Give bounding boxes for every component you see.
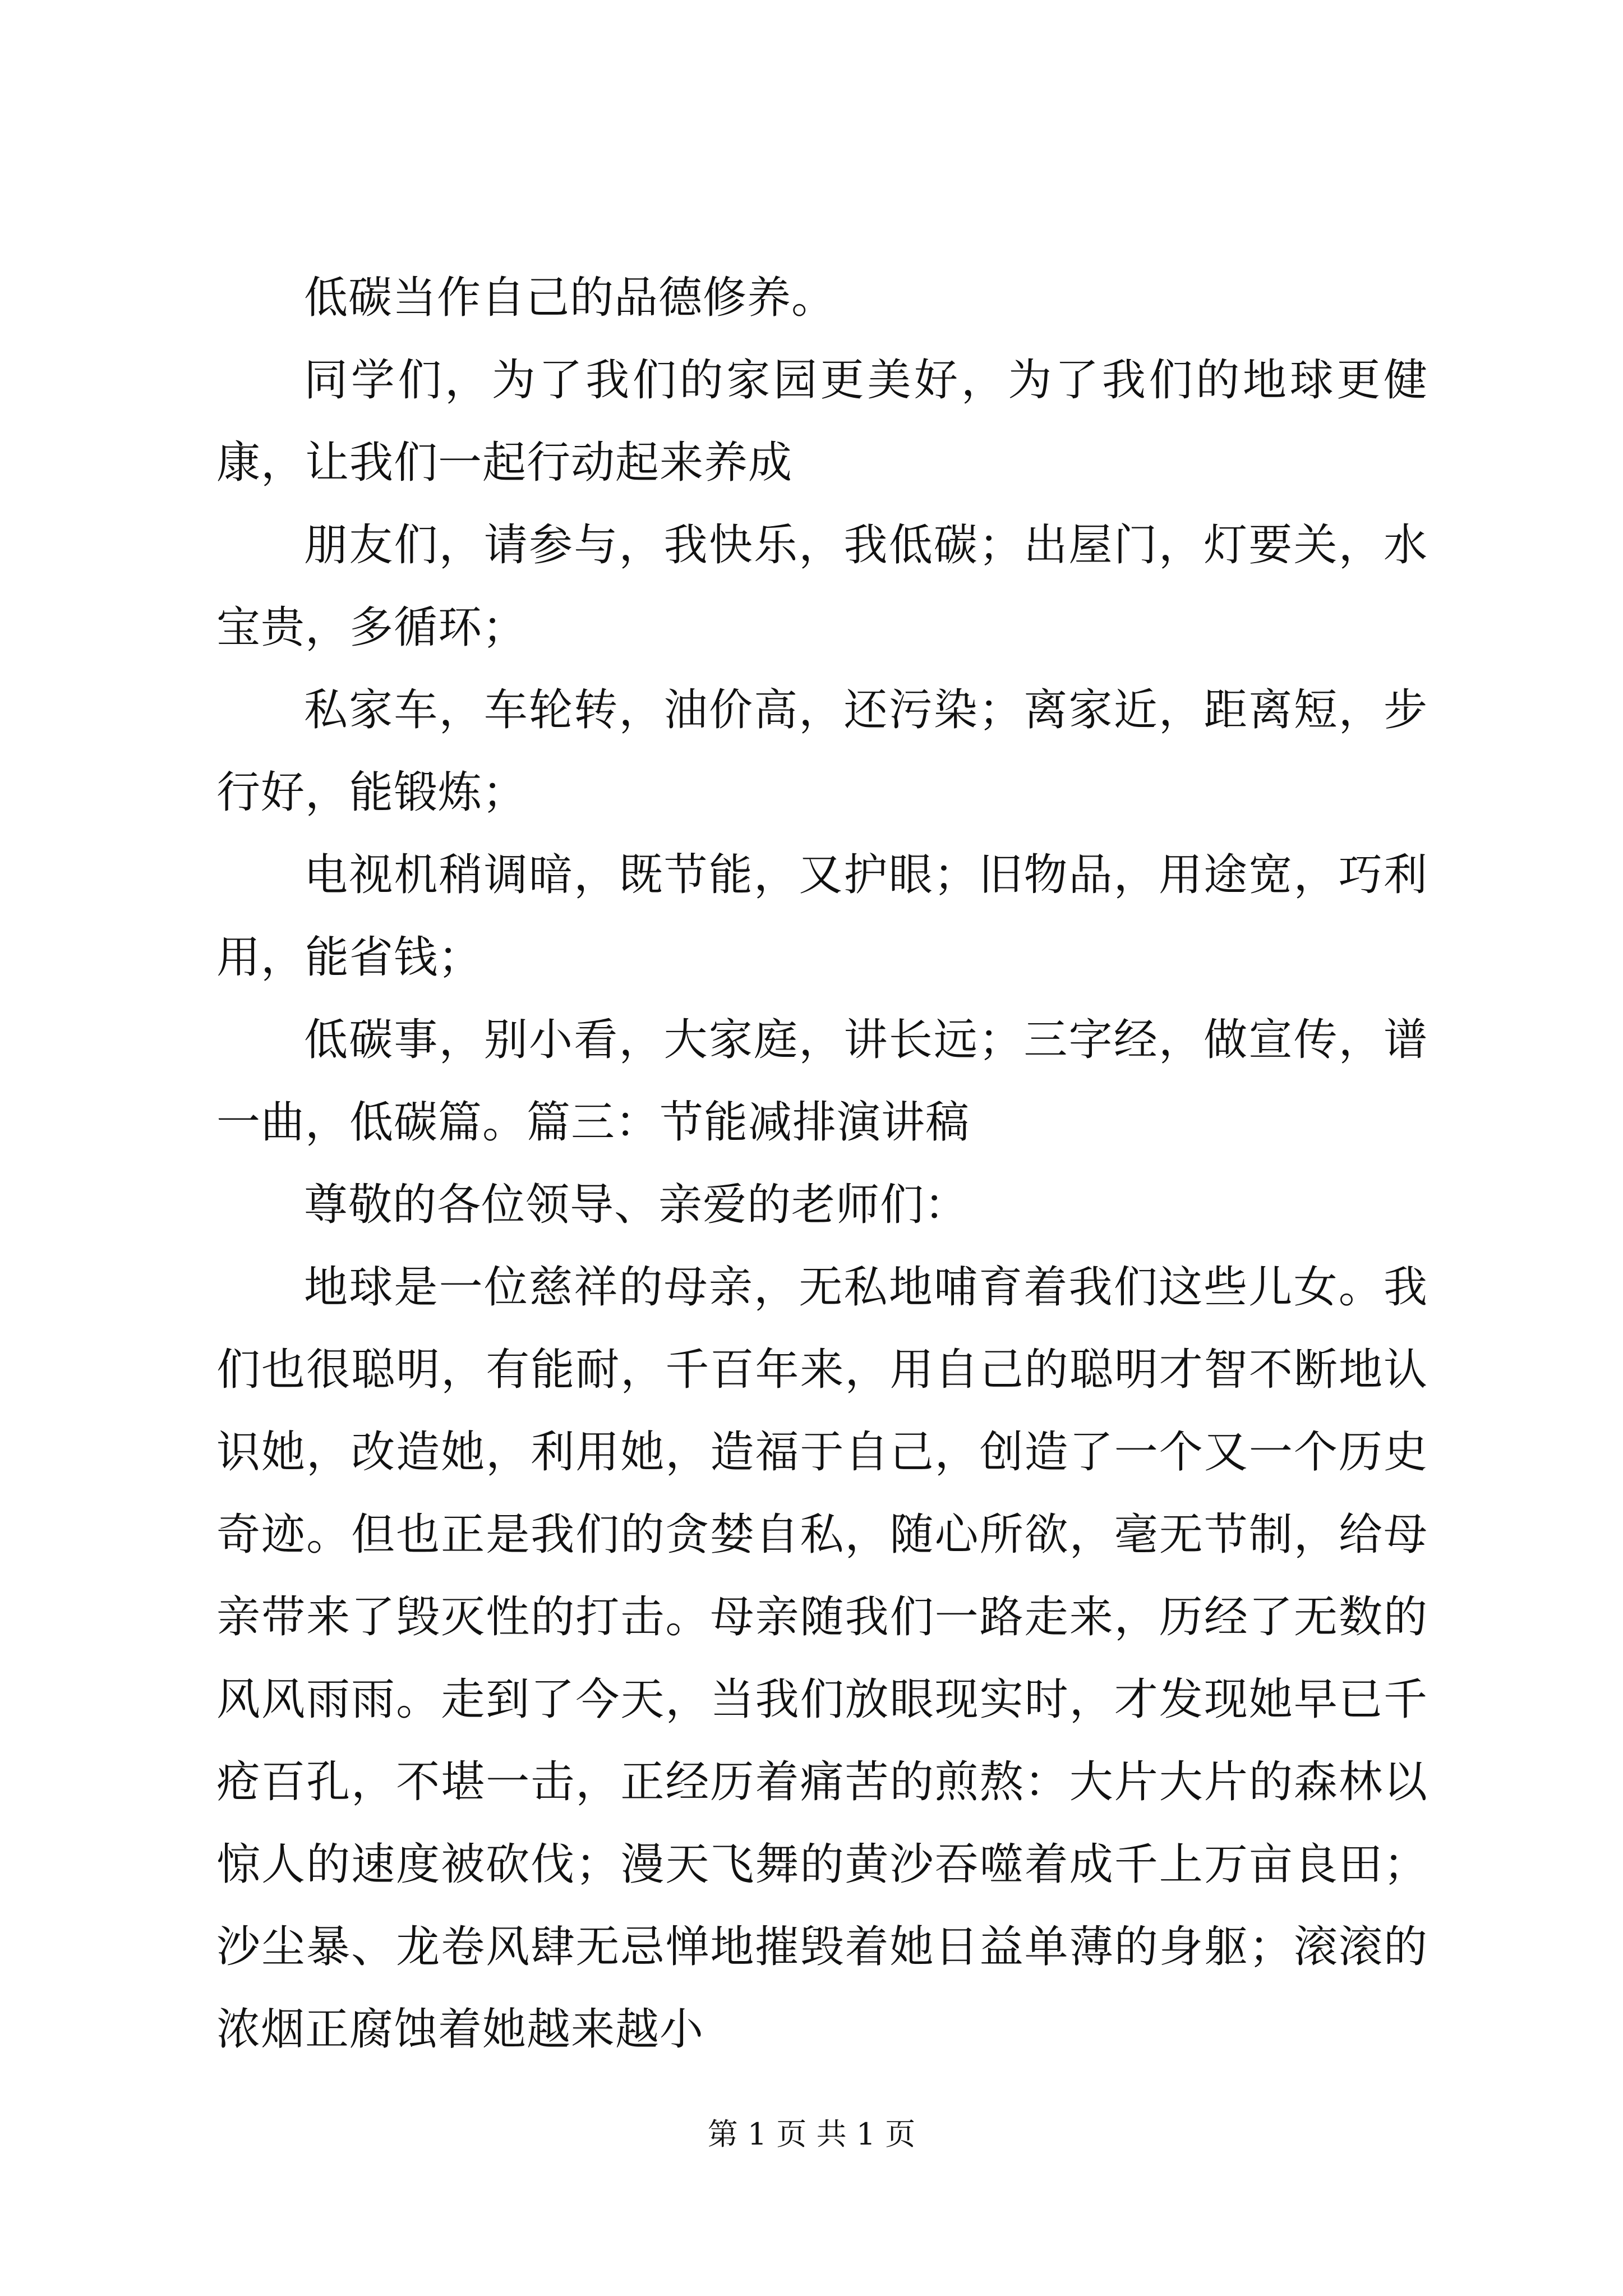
paragraph-5: 电视机稍调暗，既节能，又护眼；旧物品，用途宽，巧利用，能省钱； (216, 850, 1428, 983)
paragraph-8: 地球是一位慈祥的母亲，无私地哺育着我们这些儿女。我们也很聪明，有能耐，千百年来，用自己的聪明才智不断地认识她，改造她，利用她，造福于自己，创造了一个又一个历史奇迹。但也正是我们的贪婪自私，随心所欲，毫无节制，给母亲带来了毁灭性的打击。母亲随我们一路走来，历经了无数的风风雨雨。走到了今天，当我们放眼现实时，才发现她早已千疮百孔，不堪一击，正经历着痛苦的煎熬：大片大片的森林以惊人的速度被砍伐；漫天飞舞的黄沙吞噬着成千上万亩良田；沙尘暴、龙卷风肆无忌惮地摧毁着她日益单薄的身躯；滚滚的浓烟正腐蚀着她越来越小 (216, 1262, 1428, 2055)
document-body (216, 257, 1428, 2071)
paragraph-1: 低碳当作自己的品德修养。 (304, 273, 836, 323)
paragraph-3: 朋友们，请参与，我快乐，我低碳；出屋门，灯要关，水宝贵，多循环； (216, 520, 1428, 653)
paragraph-6: 低碳事，别小看，大家庭，讲长远；三字经，做宣传，谱一曲，低碳篇。篇三：节能减排演讲稿 (216, 1015, 1428, 1148)
page-footer: 第 1 页 共 1 页 (707, 2116, 916, 2152)
paragraph-4: 私家车，车轮转，油价高，还污染；离家近，距离短，步行好，能锻炼； (216, 685, 1428, 818)
paragraph-7: 尊敬的各位领导、亲爱的老师们： (304, 1180, 969, 1230)
paragraph-2: 同学们，为了我们的家园更美好，为了我们的地球更健康，让我们一起行动起来养成 (216, 355, 1428, 488)
